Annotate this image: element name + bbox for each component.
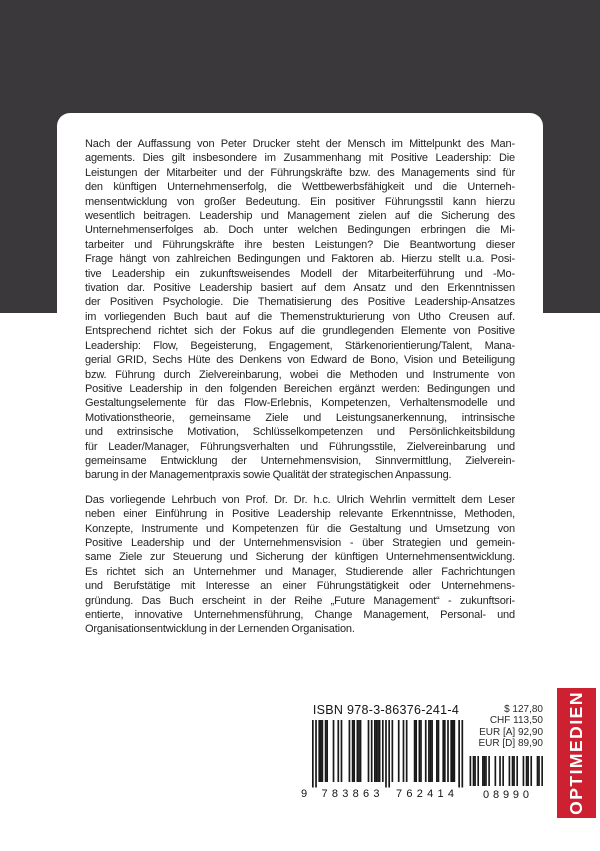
ean5-addon-barcode — [468, 756, 544, 800]
barcode-bar — [461, 720, 463, 788]
barcode-bar — [403, 720, 405, 782]
barcode-bar — [415, 720, 417, 782]
barcode-bar — [428, 720, 430, 782]
barcode-bar — [358, 720, 360, 782]
barcode-bar — [442, 720, 444, 782]
text-line: Frage hängt von zahlreichen Bedingungen und Faktoren ab. Hierzu stellt u.a. Posi- — [85, 253, 515, 266]
barcode-bar — [357, 720, 359, 782]
text-line: gerial GRID, Sechs Hüte des Denkens von Edward de Bono, Vision und Beteiligung — [85, 354, 515, 367]
barcode-bar — [526, 756, 528, 786]
barcode-bar — [392, 720, 394, 782]
barcode-bar — [379, 720, 381, 782]
text-line: Das vorliegende Lehrbuch von Prof. Dr. Dr. h.c. Ulrich Wehrlin vermittelt dem Leser — [85, 493, 515, 506]
text-line: im vorliegenden Buch baut auf die Themenstrukturierung von Utho Creusen auf. — [85, 310, 515, 323]
barcode-bar — [374, 720, 376, 782]
barcode-bar — [425, 720, 427, 782]
text-line: agements. Dies gilt insbesondere im Zusammenhang mit Positive Leadership: Die — [85, 152, 515, 165]
barcode-bar — [368, 720, 370, 782]
barcode-bar — [333, 720, 335, 782]
publisher-spine-label — [557, 688, 596, 818]
price-eur-a: EUR [A] 92,90 — [479, 726, 543, 738]
text-line: bzw. Führung durch Zielvereinbarung, wobei die Methoden und Instrumente von — [85, 368, 515, 381]
barcode-bar — [474, 756, 476, 786]
text-line: tivation dar. Positive Leadership basiert auf dem Ansatz und den Erkenntnissen — [85, 282, 515, 295]
barcode-bar — [450, 720, 452, 782]
text-line: tarbeiter und Führungskräfte ihre besten Leistungen? Die Beantwortung dieser — [85, 238, 515, 251]
barcode-bar — [320, 720, 322, 782]
text-line: entierte, innovative Unternehmensführung, Change Management, Personal- und — [85, 609, 515, 621]
text-line: Motivationstheorie, gemeinsame Ziele und Leistungsanerkennung, intrinsische — [85, 411, 515, 424]
text-line: den künftigen Unternehmenserfolg, die Wettbewerbsfähigkeit und die Unterneh- — [85, 181, 515, 194]
barcode-bar — [322, 720, 324, 782]
ean13-right-digits: 762414 — [396, 788, 454, 799]
barcode-bar — [538, 756, 540, 786]
barcode-bar — [454, 720, 456, 782]
barcode-bar — [444, 720, 446, 782]
ean5-digits: 08990 — [483, 789, 529, 800]
barcode-bar — [414, 720, 416, 782]
text-line: Konzepte, Instrumente und Kompetenzen für die Gestaltung und Umsetzung von — [85, 522, 515, 535]
price-eur-d: EUR [D] 89,90 — [478, 738, 543, 750]
isbn-text: ISBN 978-3-86376-241-4 — [312, 703, 460, 717]
barcode-bar — [360, 720, 362, 782]
text-line: Positive Leadership und der Unternehmensvision - über Strategien und gemein- — [85, 536, 515, 549]
barcode-bar — [512, 756, 514, 786]
barcode-bar — [438, 720, 440, 782]
text-line: gemeinsame Entwicklung der Unternehmensvision, Sinnvermittlung, Zielverein- — [85, 454, 515, 467]
barcode-bar — [485, 756, 487, 786]
text-line: für Leader/Manager, Führungsverhalten und Führungsstile, Zielvereinbarung und — [85, 440, 515, 453]
barcode-bar — [470, 756, 472, 786]
barcode-bar — [353, 720, 355, 782]
text-line: Leistungen der Mitarbeiter und der Führungskräfte bzw. des Managements sind für — [85, 166, 515, 179]
text-line: Gestaltungselemente für das Flow-Erlebnis, Kompetenzen, Verhaltensmodelle und — [85, 397, 515, 410]
barcode-bar — [509, 756, 511, 786]
text-line: mensentwicklung von großer Bedeutung. Ein positiver Führungsstil kann hierzu — [85, 195, 515, 208]
barcode-bar — [499, 756, 501, 786]
text-line: tive Leadership ein zukunftsweisendes Modell der Mitarbeiterführung und -Mo- — [85, 267, 515, 280]
ean13-left-digits: 783863 — [321, 788, 380, 799]
barcode-bar — [473, 756, 475, 786]
text-line: Nach der Auffassung von Peter Drucker steht der Mensch im Mittelpunkt des Man- — [85, 138, 515, 150]
barcode-bar — [376, 720, 378, 782]
barcode-bar — [495, 756, 497, 786]
barcode-bar — [484, 756, 486, 786]
barcode-bar — [326, 720, 328, 782]
text-line: Positive Leadership in den folgenden Bereichen ergänzt werden: Bedingungen und — [85, 382, 515, 395]
text-line: gründung. Das Buch erscheint in der Reihe „Future Management“ - zukunftsori- — [85, 594, 515, 607]
barcode-bar — [458, 720, 460, 788]
barcode-bar — [388, 720, 390, 788]
barcode-bar — [352, 720, 354, 782]
barcode-bar — [398, 720, 400, 782]
barcode-bar — [312, 720, 314, 788]
barcode-bar — [382, 720, 384, 782]
barcode-bar — [447, 720, 449, 782]
ean13-first-digit: 9 — [300, 788, 308, 799]
ean13-barcode — [298, 720, 464, 799]
barcode-bar — [477, 756, 479, 786]
barcode-bar — [325, 720, 327, 782]
barcode-bar — [318, 720, 320, 782]
text-line: neben einer Einführung in Positive Leadership relevante Erkenntnisse, Methoden, — [85, 508, 515, 521]
text-line: Entsprechend richtet sich der Fokus auf die grundlegenden Elemente von Positive — [85, 325, 515, 338]
text-line: und extrinsische Motivation, Schlüsselkompetenzen und Persönlichkeitsbildung — [85, 426, 515, 439]
price-chf: CHF 113,50 — [489, 715, 543, 727]
barcode-bar — [406, 720, 408, 782]
text-line: wesentlich beitragen. Leadership und Management zielen auf die Sicherung des — [85, 210, 515, 223]
text-line: und Berufstätige mit Interesse an einer Führungstätigkeit oder Unternehmens- — [85, 580, 515, 593]
barcode-bar — [341, 720, 343, 782]
barcode-bar — [315, 720, 317, 788]
barcode-bar — [527, 756, 529, 786]
text-line: der Positiven Psychologie. Die Thematisierung des Positive Leadership-Ansatzes — [85, 296, 515, 309]
barcode-bar — [452, 720, 454, 782]
barcode-bar — [349, 720, 351, 782]
barcode-bar — [377, 720, 379, 782]
barcode-bar — [530, 756, 532, 786]
barcode-bar — [420, 720, 422, 782]
barcode-bar — [436, 720, 438, 782]
text-line: Organisationsentwicklung in der Lernenden Organisation. — [85, 623, 355, 636]
publisher-name: OPTIMEDIEN — [566, 691, 586, 815]
barcode-bar — [513, 756, 515, 786]
barcode-bar — [523, 756, 525, 786]
text-line: Leadership: Flow, Begeisterung, Engagement, Stärkenorientierung/Talent, Mana- — [85, 339, 515, 352]
barcode-bar — [502, 756, 504, 786]
text-line: same Ziele zur Steuerung und Sicherung der künftigen Unternehmensentwicklung. — [85, 551, 515, 564]
barcode-bar — [431, 720, 433, 782]
barcode-bar — [541, 756, 543, 786]
text-line: Es richtet sich an Unternehmer und Manager, Studierende aller Fachrichtungen — [85, 565, 515, 578]
price-usd: $ 127,80 — [504, 704, 543, 715]
blurb-text — [85, 137, 515, 647]
barcode-bar — [419, 720, 421, 782]
barcode-bar — [516, 756, 518, 786]
barcode-bar — [537, 756, 539, 786]
barcode-bar — [337, 720, 339, 782]
barcode-bar — [371, 720, 373, 782]
blurb-paragraph-2 — [85, 493, 515, 637]
blurb-paragraph-1 — [85, 137, 515, 483]
barcode-bar — [488, 756, 490, 786]
barcode-bar — [482, 756, 484, 786]
text-line: barung in der Managementpraxis sowie Qualität der strategischen Anpassung. — [85, 469, 452, 482]
price-list — [479, 704, 543, 750]
barcode-bar — [430, 720, 432, 782]
barcode-bar — [385, 720, 387, 788]
text-line: Unternehmenserfolges ab. Doch unter welchen Bedingungen erbringen die Mi- — [85, 224, 515, 237]
